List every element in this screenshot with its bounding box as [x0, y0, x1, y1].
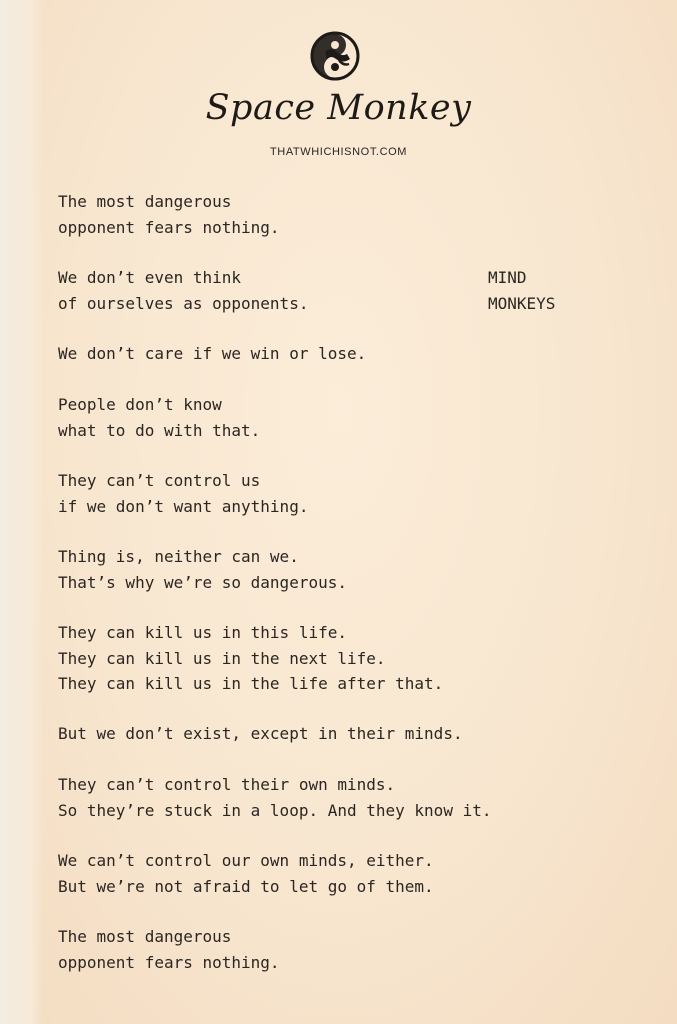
poem-line: if we don’t want anything.: [58, 496, 309, 516]
poem-line: Thing is, neither can we.: [58, 547, 299, 566]
poem-line: what to do with that.: [58, 420, 261, 440]
stanza: [58, 620, 443, 697]
poem-title-line: MONKEYS: [488, 293, 556, 313]
poem-line: So they’re stuck in a loop. And they know it.: [58, 800, 492, 820]
poem-line: They can’t control us: [58, 471, 261, 490]
poem-line: That’s why we’re so dangerous.: [58, 572, 347, 592]
poem-line: The most dangerous: [58, 927, 232, 946]
site-url: THATWHICHISNOT.COM: [269, 146, 408, 158]
stanza: [58, 265, 308, 316]
poem-line: But we don’t exist, except in their minds.: [58, 724, 463, 743]
poem-line: They can kill us in the next life.: [58, 648, 386, 668]
stanza: [58, 544, 347, 595]
stanza: [58, 721, 463, 747]
stanza: [58, 848, 434, 899]
poem-line: People don’t know: [58, 395, 222, 414]
poem-title: [488, 265, 555, 316]
stanza: [58, 392, 260, 443]
poem-line: of ourselves as opponents.: [58, 293, 309, 313]
stanza: [58, 341, 366, 367]
space-monkey-logo-icon: [309, 30, 361, 82]
poem-line: The most dangerous: [58, 192, 232, 211]
poem-line: They can kill us in this life.: [58, 623, 347, 642]
poem-line: They can’t control their own minds.: [58, 775, 396, 794]
poem-line: opponent fears nothing.: [58, 952, 280, 972]
stanza: [58, 468, 308, 519]
brand-title: Space Monkey: [205, 88, 472, 128]
poem-line: We don’t care if we win or lose.: [58, 344, 367, 363]
poem-line: But we’re not afraid to let go of them.: [58, 876, 434, 896]
stanza: [58, 772, 491, 823]
stanza: [58, 924, 280, 975]
poem-line: They can kill us in the life after that.: [58, 674, 444, 693]
stanza: [58, 189, 280, 240]
poem-line: We can’t control our own minds, either.: [58, 851, 434, 870]
poem-line: opponent fears nothing.: [58, 217, 280, 237]
poem-line: We don’t even think: [58, 268, 242, 287]
poem-title-line: MIND: [488, 268, 527, 287]
